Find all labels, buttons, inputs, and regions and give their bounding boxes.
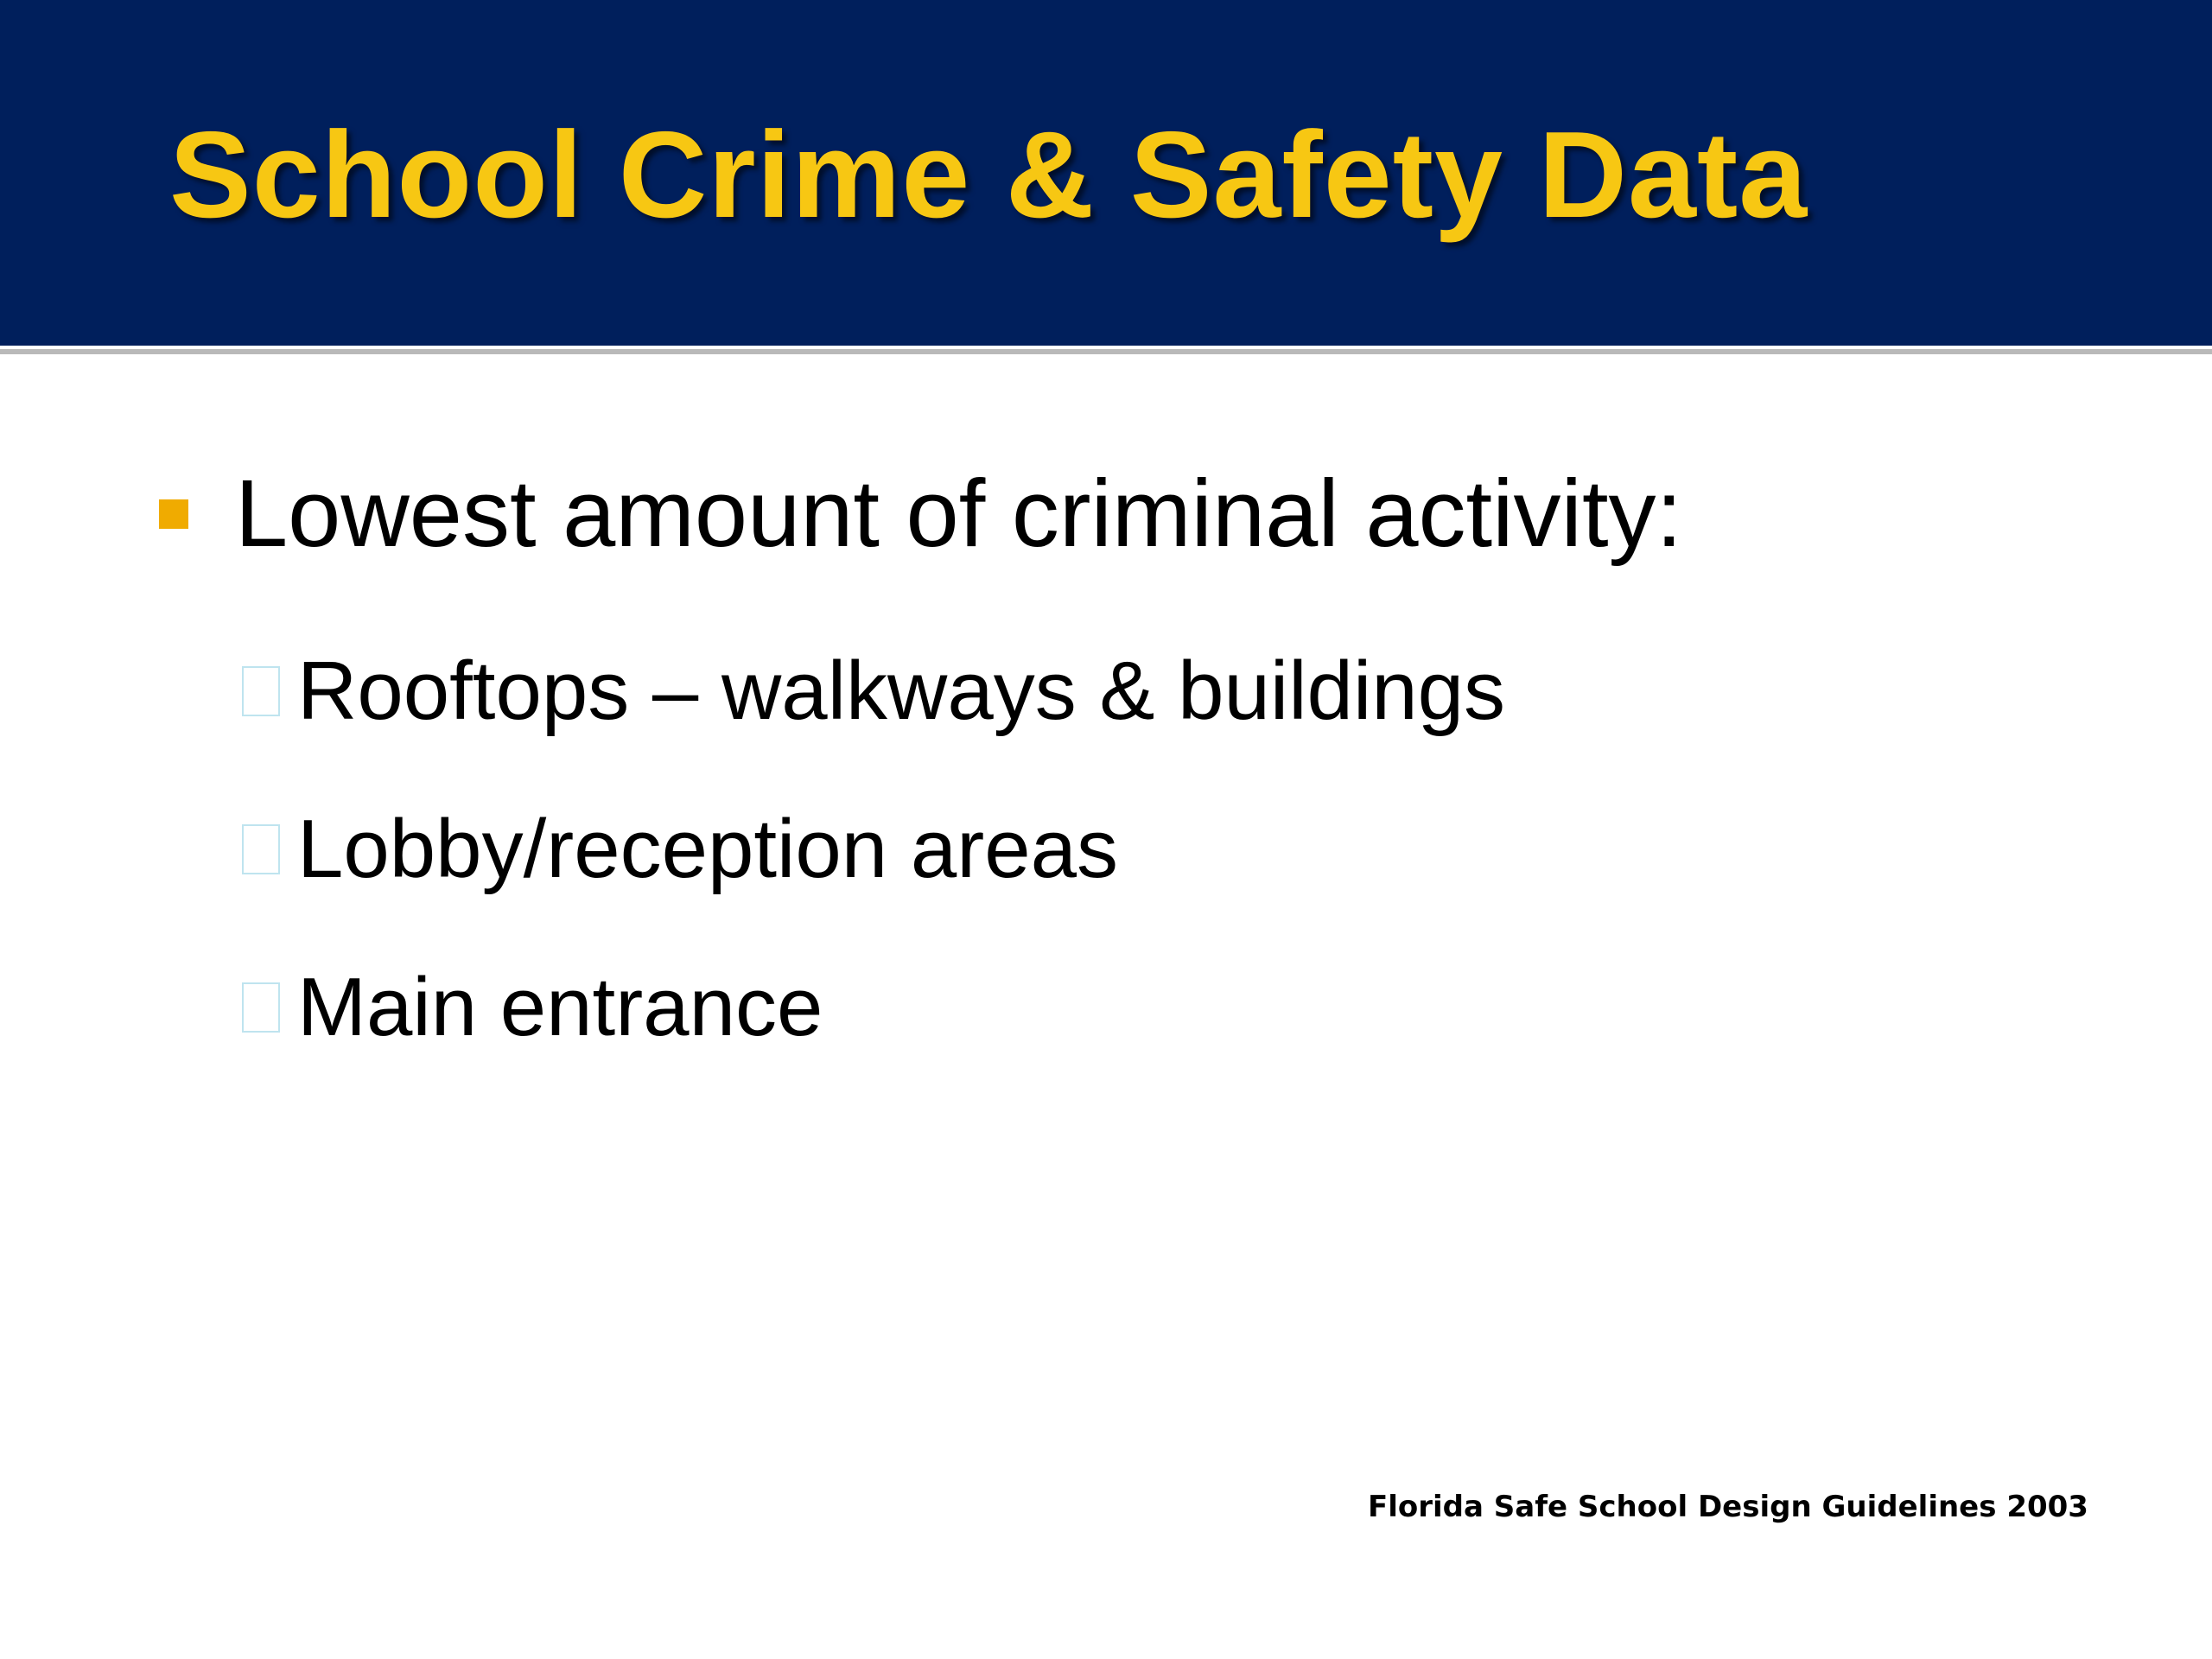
sub-bullet-rooftops bbox=[242, 644, 1505, 739]
main-bullet-text: Lowest amount of criminal activity: bbox=[235, 461, 1683, 567]
source-footnote: Florida Safe School Design Guidelines 2003 bbox=[1368, 1490, 2088, 1524]
empty-box-icon bbox=[242, 666, 280, 716]
main-bullet bbox=[159, 458, 1682, 570]
empty-box-icon bbox=[242, 982, 280, 1033]
sub-bullet-text: Main entrance bbox=[297, 961, 823, 1053]
sub-bullet-lobby bbox=[242, 802, 1118, 897]
title-divider bbox=[0, 349, 2212, 354]
slide-title: School Crime & Safety Data bbox=[169, 106, 1808, 244]
empty-box-icon bbox=[242, 824, 280, 874]
sub-bullet-main-entrance bbox=[242, 960, 823, 1055]
square-bullet-icon bbox=[159, 499, 188, 529]
sub-bullet-text: Rooftops – walkways & buildings bbox=[297, 645, 1506, 737]
sub-bullet-text: Lobby/reception areas bbox=[297, 803, 1118, 895]
